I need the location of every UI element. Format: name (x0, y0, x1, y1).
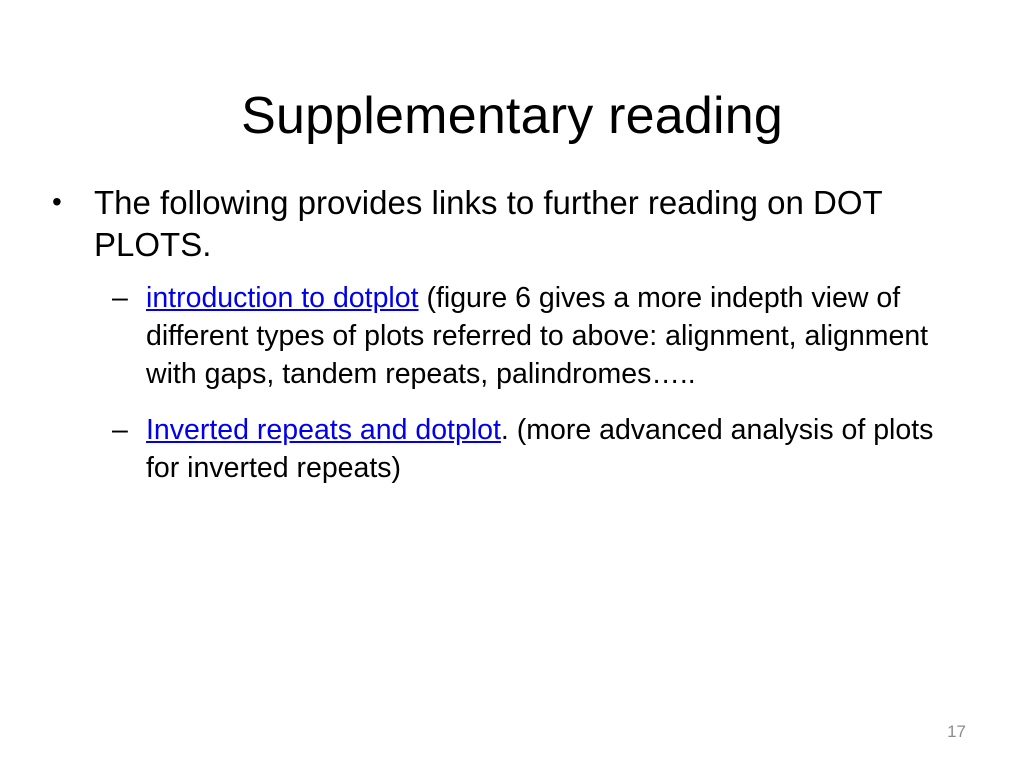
sub-bullet-list (52, 280, 982, 487)
page-title: Supplementary reading (241, 86, 783, 145)
link-inverted-repeats-and-dotplot[interactable]: Inverted repeats and dotplot (146, 414, 501, 447)
sub-bullet-text (146, 412, 958, 488)
dash-marker-icon: – (112, 282, 128, 315)
bullet-marker-icon: • (52, 186, 62, 217)
sub-bullet-text (146, 280, 958, 394)
link-introduction-to-dotplot[interactable]: introduction to dotplot (146, 282, 419, 315)
bullet-item-primary (52, 182, 982, 266)
sub-bullet-rest-text: (figure 6 gives a more indepth view of different types of plots referred to above: alignment, alignment with gaps, tandem repeats, palindromes….. (146, 282, 929, 391)
page-number: 17 (947, 722, 966, 741)
dash-marker-icon: – (112, 414, 128, 447)
slide-body (52, 182, 982, 506)
sub-bullet-rest-text: . (more advanced analysis of plots for inverted repeats) (146, 414, 934, 485)
list-item (112, 412, 982, 488)
list-item (112, 280, 982, 394)
bullet-text: The following provides links to further reading on DOT PLOTS. (94, 184, 883, 264)
